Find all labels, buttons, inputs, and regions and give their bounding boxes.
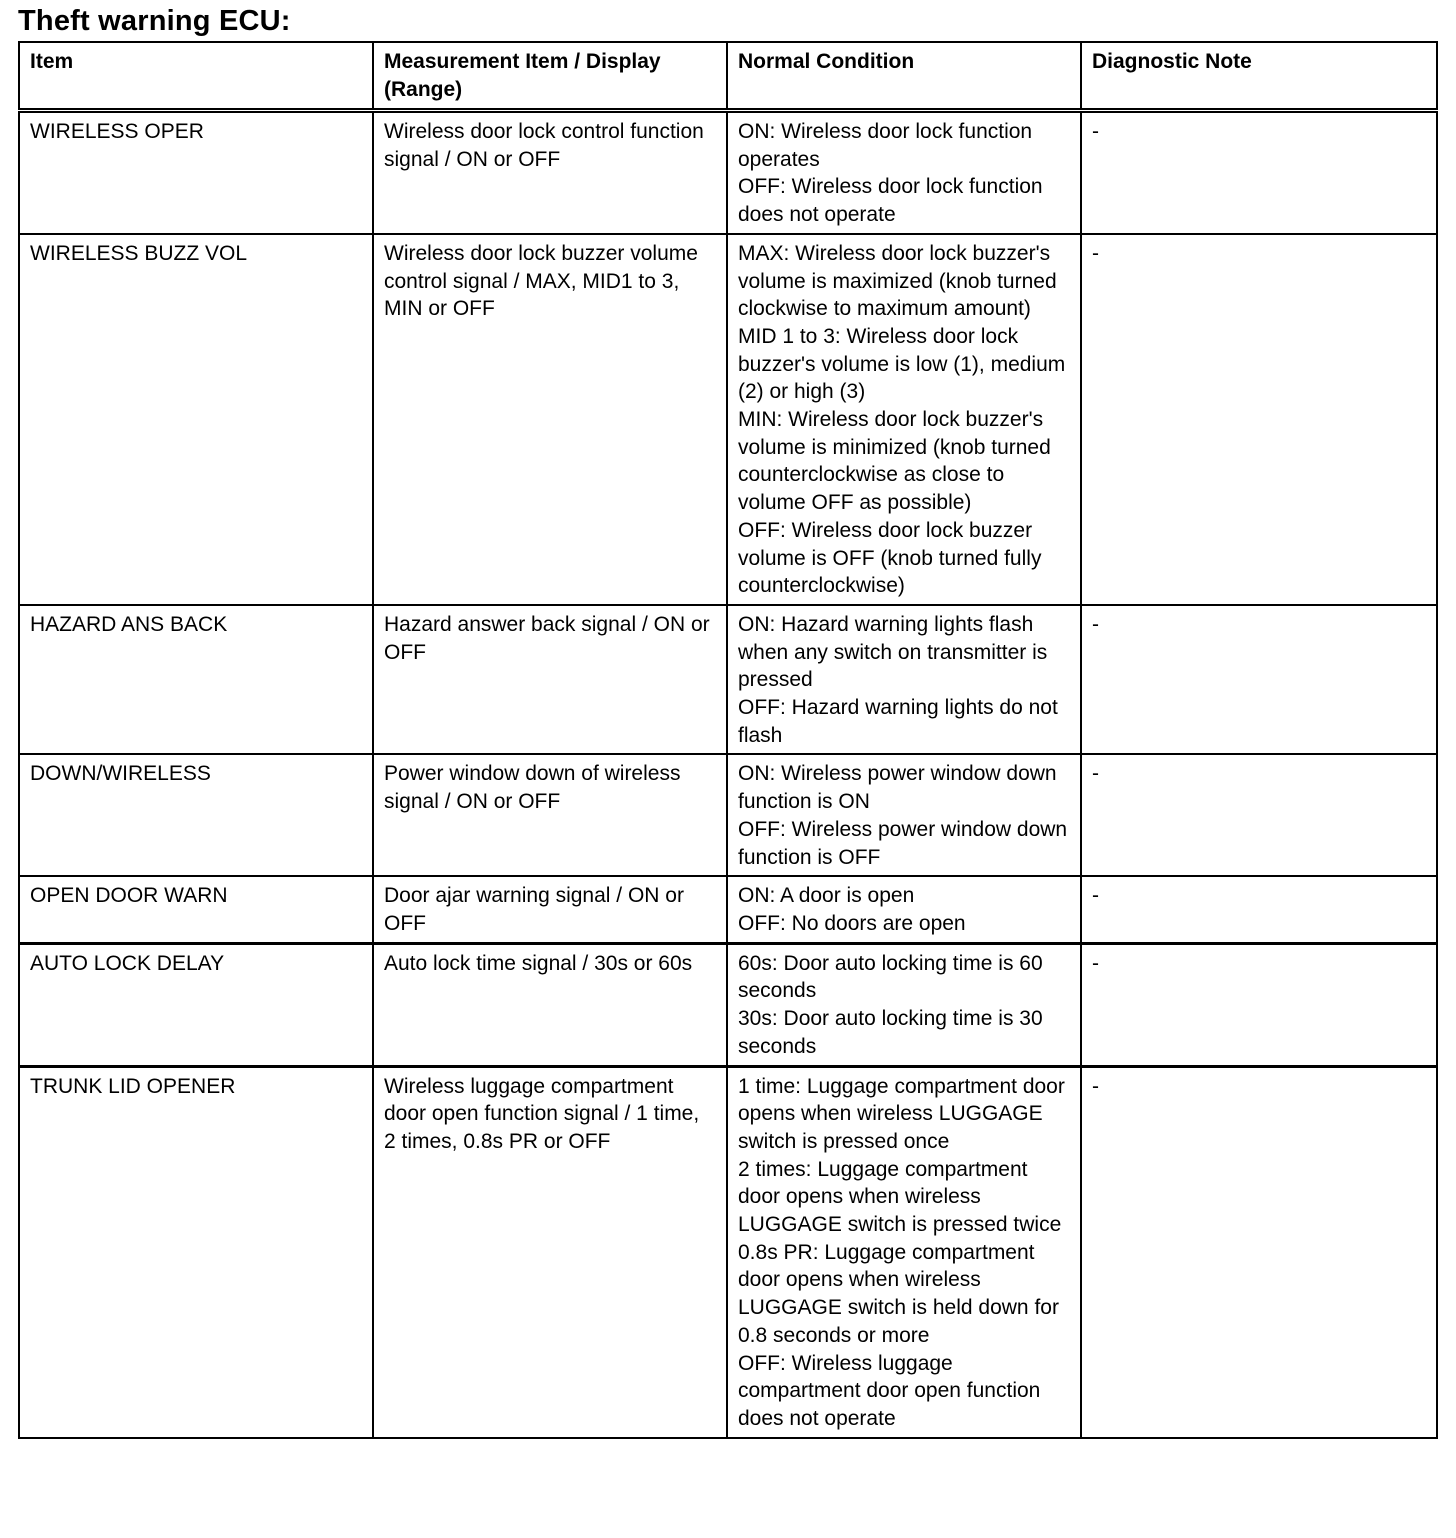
- table-row: [19, 876, 1437, 943]
- table-row: [19, 605, 1437, 755]
- cell-normal-condition: [727, 754, 1081, 876]
- cell-item: WIRELESS OPER: [19, 111, 373, 234]
- table-header-row: [19, 42, 1437, 111]
- normal-condition-line: MIN: Wireless door lock buzzer's volume is minimized (knob turned counterclockwise as close to volume OFF as possible): [738, 408, 1051, 515]
- cell-diagnostic-note: -: [1081, 605, 1437, 755]
- normal-condition-line: ON: A door is open: [738, 884, 915, 908]
- table-row: [19, 1066, 1437, 1438]
- normal-condition-line: 30s: Door auto locking time is 30 seconds: [738, 1007, 1043, 1058]
- cell-measurement: Wireless door lock buzzer volume control signal / MAX, MID1 to 3, MIN or OFF: [373, 234, 727, 605]
- cell-measurement: Door ajar warning signal / ON or OFF: [373, 876, 727, 943]
- cell-normal-condition: [727, 1066, 1081, 1438]
- cell-measurement: Hazard answer back signal / ON or OFF: [373, 605, 727, 755]
- table-row: [19, 943, 1437, 1066]
- cell-diagnostic-note: -: [1081, 754, 1437, 876]
- cell-diagnostic-note: -: [1081, 234, 1437, 605]
- normal-condition-line: MID 1 to 3: Wireless door lock buzzer's volume is low (1), medium (2) or high (3): [738, 324, 1066, 404]
- cell-item: WIRELESS BUZZ VOL: [19, 234, 373, 605]
- cell-diagnostic-note: -: [1081, 876, 1437, 943]
- cell-normal-condition: [727, 605, 1081, 755]
- cell-measurement: Wireless luggage compartment door open function signal / 1 time, 2 times, 0.8s PR or OFF: [373, 1066, 727, 1438]
- data-list-table: [18, 41, 1438, 1439]
- normal-condition-line: OFF: No doors are open: [738, 911, 966, 935]
- cell-measurement: Power window down of wireless signal / ON or OFF: [373, 754, 727, 876]
- cell-normal-condition: [727, 111, 1081, 234]
- normal-condition-line: ON: Hazard warning lights flash when any switch on transmitter is pressed: [738, 612, 1048, 692]
- data-list-table-container: [18, 41, 1436, 1439]
- normal-condition-line: OFF: Wireless door lock buzzer volume is OFF (knob turned fully counterclockwise): [738, 518, 1042, 598]
- normal-condition-line: OFF: Wireless power window down function is OFF: [738, 817, 1068, 869]
- cell-diagnostic-note: -: [1081, 943, 1437, 1066]
- normal-condition-line: OFF: Wireless luggage compartment door open function does not operate: [738, 1351, 1041, 1430]
- normal-condition-line: 2 times: Luggage compartment door opens when wireless LUGGAGE switch is pressed twice: [738, 1157, 1062, 1237]
- normal-condition-line: OFF: Wireless door lock function does not operate: [738, 175, 1043, 227]
- cell-measurement: Auto lock time signal / 30s or 60s: [373, 943, 727, 1066]
- table-row: [19, 234, 1437, 605]
- normal-condition-line: ON: Wireless door lock function operates: [738, 120, 1033, 171]
- normal-condition-line: ON: Wireless power window down function is ON: [738, 762, 1057, 814]
- cell-item: DOWN/WIRELESS: [19, 754, 373, 876]
- normal-condition-line: 0.8s PR: Luggage compartment door opens when wireless LUGGAGE switch is held down for 0.8 seconds or more: [738, 1240, 1059, 1347]
- cell-diagnostic-note: -: [1081, 111, 1437, 234]
- header-normal-condition: Normal Condition: [727, 42, 1081, 111]
- cell-item: TRUNK LID OPENER: [19, 1066, 373, 1438]
- cell-item: OPEN DOOR WARN: [19, 876, 373, 943]
- normal-condition-line: OFF: Hazard warning lights do not flash: [738, 696, 1058, 747]
- cell-item: AUTO LOCK DELAY: [19, 943, 373, 1066]
- normal-condition-line: 1 time: Luggage compartment door opens when wireless LUGGAGE switch is pressed once: [738, 1074, 1065, 1153]
- cell-normal-condition: [727, 943, 1081, 1066]
- header-measurement: Measurement Item / Display (Range): [373, 42, 727, 111]
- header-diagnostic-note: Diagnostic Note: [1081, 42, 1437, 111]
- cell-normal-condition: [727, 234, 1081, 605]
- normal-condition-line: MAX: Wireless door lock buzzer's volume is maximized (knob turned clockwise to maximum amount): [738, 241, 1057, 321]
- page-title: Theft warning ECU:: [18, 5, 291, 37]
- table-row: [19, 754, 1437, 876]
- table-row: [19, 111, 1437, 234]
- cell-diagnostic-note: -: [1081, 1066, 1437, 1438]
- cell-item: HAZARD ANS BACK: [19, 605, 373, 755]
- cell-normal-condition: [727, 876, 1081, 943]
- normal-condition-line: 60s: Door auto locking time is 60 seconds: [738, 951, 1043, 1003]
- cell-measurement: Wireless door lock control function signal / ON or OFF: [373, 111, 727, 234]
- header-item: Item: [19, 42, 373, 111]
